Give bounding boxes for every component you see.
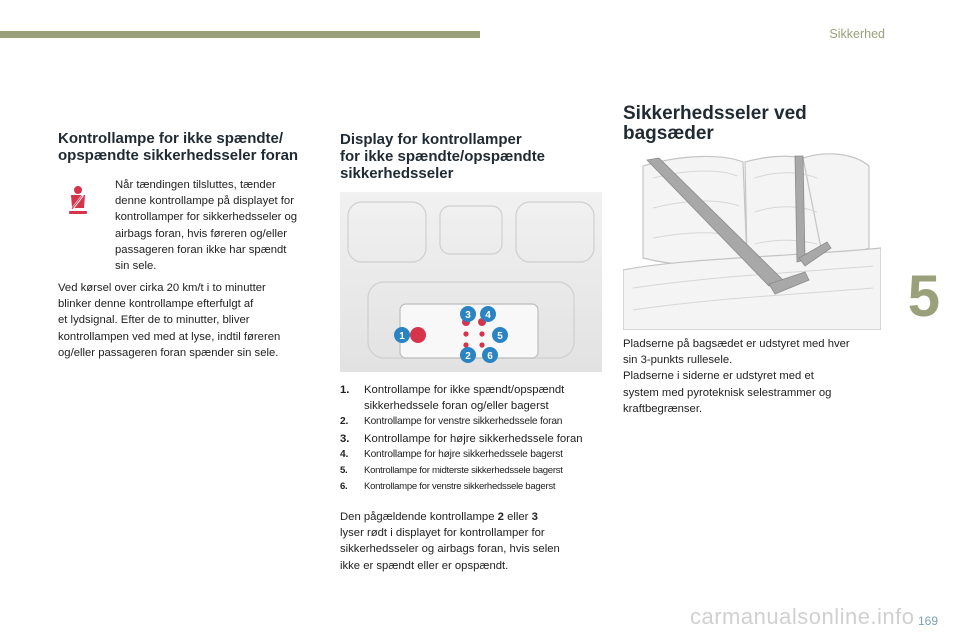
legend-item: 6. Kontrollampe for venstre sikkerhedssele bagerst — [340, 481, 556, 493]
seatbelt-display-illustration — [340, 192, 602, 372]
col1-intro: Når tændingen tilsluttes, tænder denne kontrollampe på displayet for kontrollamper for sikkerhedsseler og airbags foran, hvis føreren og/eller passageren foran ikke har spændt sin sele. — [115, 179, 298, 273]
col1-title: Kontrollampe for ikke spændte/ opspændte sikkerhedsseler foran — [58, 130, 299, 164]
svg-text:5: 5 — [497, 331, 503, 342]
watermark-text: carmanualsonline.info — [690, 604, 915, 629]
svg-text:4: 4 — [485, 310, 491, 321]
callout-badge-6 — [482, 347, 498, 363]
legend-item: 1. Kontrollampe for ikke spændt/opspændt sikkerhedssele foran og/eller bagerst — [340, 384, 565, 413]
col2-title: Display for kontrollamper for ikke spændte/opspændte sikkerhedsseler — [340, 131, 546, 182]
page-number: 169 — [917, 614, 938, 628]
callout-badge-5 — [492, 327, 508, 343]
svg-text:6: 6 — [487, 351, 493, 362]
callout-badge-2 — [460, 347, 476, 363]
callout-badge-3 — [460, 306, 476, 322]
svg-text:1: 1 — [399, 331, 405, 342]
callout-badge-4 — [480, 306, 496, 322]
col3-title: Sikkerhedsseler ved bagsæder — [623, 103, 807, 144]
callout-badge-1 — [394, 327, 410, 343]
section-label: Sikkerhed — [829, 27, 885, 41]
col3-body: Pladserne på bagsædet er udstyret med hver sin 3-punkts rullesele. Pladserne i siderne er udstyret med et system med pyroteknisk selestrammer og kraftbegrænser. — [623, 338, 850, 415]
header-accent-bar — [0, 31, 480, 38]
callout-legend — [340, 382, 610, 495]
legend-item: 3. Kontrollampe for højre sikkerhedssele foran — [340, 432, 583, 445]
seatbelt-warning-icon — [63, 185, 93, 217]
legend-item: 4. Kontrollampe for højre sikkerhedssele bagerst — [340, 448, 563, 460]
svg-text:3: 3 — [465, 310, 471, 321]
svg-text:2: 2 — [465, 351, 471, 362]
col2-note: Den pågældende kontrollampe 2 eller 3 lyser rødt i displayet for kontrollamper for sikkerhedsseler og airbags foran, hvis selen ikke er spændt eller er opspændt. — [340, 511, 560, 572]
rear-seat-belts-illustration — [623, 148, 881, 330]
legend-item: 2. Kontrollampe for venstre sikkerhedssele foran — [340, 416, 563, 428]
legend-item: 5. Kontrollampe for midterste sikkerhedssele bagerst — [340, 465, 563, 477]
chapter-number: 5 — [907, 264, 940, 329]
col1-body: Ved kørsel over cirka 20 km/t i to minutter blinker denne kontrollampe efterfulgt af et lydsignal. Efter de to minutter, bliver kontrollampen ved med at lyse, indtil føreren og/eller passageren foran spænder sin sele. — [58, 282, 281, 359]
